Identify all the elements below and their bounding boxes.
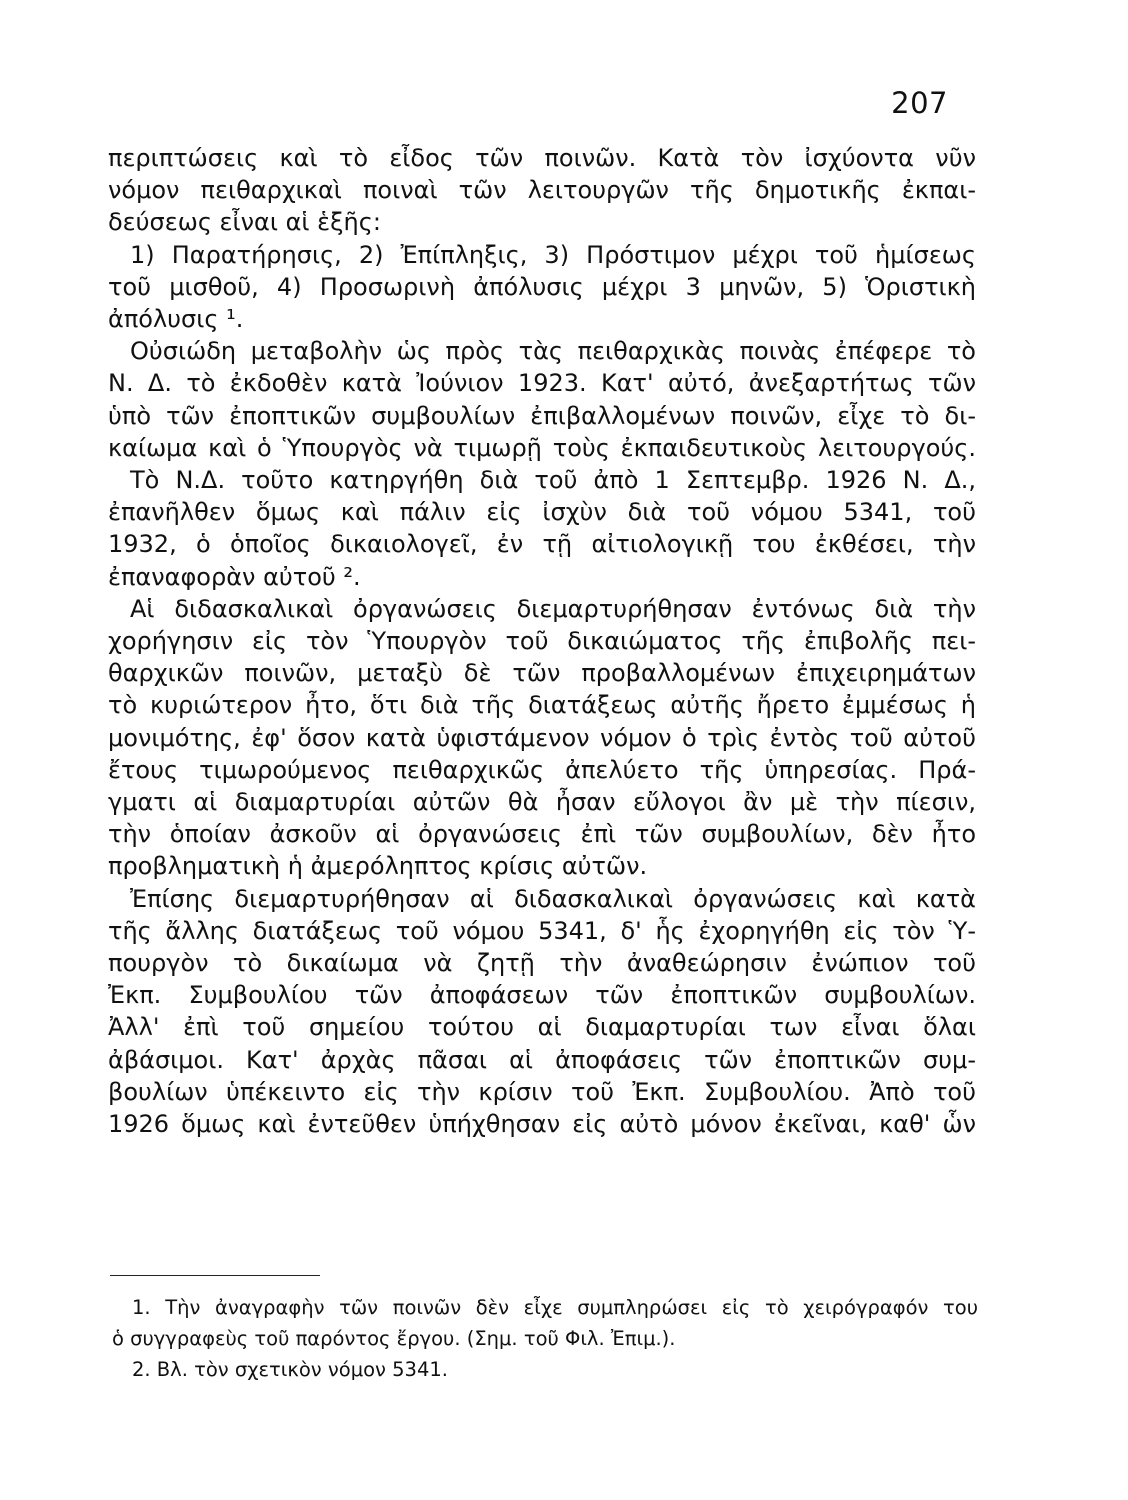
text-line: νόμον πειθαρχικαὶ ποιναὶ τῶν λειτουργῶν τῆς δημοτικῆς ἐκπαι-	[108, 176, 976, 205]
text-line: μονιμότης, ἐφ' ὅσον κατὰ ὑφιστάμενον νόμον ὁ τρὶς ἐντὸς τοῦ αὐτοῦ	[108, 723, 976, 752]
text-line: Ἐκπ. Συμβουλίου τῶν ἀποφάσεων τῶν ἐποπτικῶν συμβουλίων.	[108, 981, 976, 1010]
text-line: ἀπόλυσις ¹.	[108, 305, 244, 334]
text-line: Αἱ διδασκαλικαὶ ὀργανώσεις διεμαρτυρήθησαν ἐντόνως διὰ τὴν	[130, 594, 976, 623]
text-line: περιπτώσεις καὶ τὸ εἶδος τῶν ποινῶν. Κατὰ τὸν ἰσχύοντα νῦν	[108, 144, 976, 172]
text-line: ἐπαναφορὰν αὐτοῦ ².	[108, 562, 361, 591]
body-text	[108, 142, 976, 1140]
footnote-line: 1. Τὴν ἀναγραφὴν τῶν ποινῶν δὲν εἶχε συμπληρώσει εἰς τὸ χειρόγραφόν του	[132, 1296, 978, 1319]
text-line: 1932, ὁ ὁποῖος δικαιολογεῖ, ἐν τῇ αἰτιολογικῇ του ἐκθέσει, τὴν	[108, 530, 976, 559]
text-line: καίωμα καὶ ὁ Ὑπουργὸς νὰ τιμωρῇ τοὺς ἐκπαιδευτικοὺς λειτουργούς.	[108, 433, 976, 462]
page-number: 207	[891, 86, 948, 120]
text-line: τὸ κυριώτερον ἦτο, ὅτι διὰ τῆς διατάξεως αὐτῆς ἤρετο ἐμμέσως ἡ	[108, 691, 976, 720]
text-line: 1926 ὅμως καὶ ἐντεῦθεν ὑπήχθησαν εἰς αὐτὸ μόνον ἐκεῖναι, καθ' ὧν	[108, 1110, 976, 1139]
text-line: Ν. Δ. τὸ ἐκδοθὲν κατὰ Ἰούνιον 1923. Κατ' αὐτό, ἀνεξαρτήτως τῶν	[108, 369, 976, 398]
text-line: βουλίων ὑπέκειντο εἰς τὴν κρίσιν τοῦ Ἐκπ. Συμβουλίου. Ἀπὸ τοῦ	[108, 1077, 976, 1106]
text-line: προβληματικὴ ἡ ἀμερόληπτος κρίσις αὐτῶν.	[108, 852, 648, 881]
text-line: ὑπὸ τῶν ἐποπτικῶν συμβουλίων ἐπιβαλλομένων ποινῶν, εἶχε τὸ δι-	[108, 401, 976, 430]
footnote-line: ὁ συγγραφεὺς τοῦ παρόντος ἔργου. (Σημ. τοῦ Φιλ. Ἐπιμ.).	[112, 1327, 676, 1350]
text-line: Ἐπίσης διεμαρτυρήθησαν αἱ διδασκαλικαὶ ὀργανώσεις καὶ κατὰ	[130, 884, 976, 913]
text-line: Τὸ Ν.Δ. τοῦτο κατηργήθη διὰ τοῦ ἀπὸ 1 Σεπτεμβρ. 1926 Ν. Δ.,	[130, 466, 976, 495]
text-line: γματι αἱ διαμαρτυρίαι αὐτῶν θὰ ἦσαν εὔλογοι ἂν μὲ τὴν πίεσιν,	[108, 788, 976, 817]
text-line: ἐπανῆλθεν ὅμως καὶ πάλιν εἰς ἰσχὺν διὰ τοῦ νόμου 5341, τοῦ	[108, 498, 976, 527]
text-line: ἀβάσιμοι. Κατ' ἀρχὰς πᾶσαι αἱ ἀποφάσεις τῶν ἐποπτικῶν συμ-	[108, 1045, 976, 1074]
text-line: τοῦ μισθοῦ, 4) Προσωρινὴ ἀπόλυσις μέχρι 3 μηνῶν, 5) Ὁριστικὴ	[108, 272, 976, 301]
text-line: Οὐσιώδη μεταβολὴν ὡς πρὸς τὰς πειθαρχικὰς ποινὰς ἐπέφερε τὸ	[130, 337, 976, 366]
text-line: Ἀλλ' ἐπὶ τοῦ σημείου τούτου αἱ διαμαρτυρίαι των εἶναι ὅλαι	[108, 1013, 976, 1042]
text-line: δεύσεως εἶναι αἱ ἑξῆς:	[108, 208, 381, 237]
text-line: 1) Παρατήρησις, 2) Ἐπίπληξις, 3) Πρόστιμον μέχρι τοῦ ἡμίσεως	[130, 240, 976, 269]
text-line: ἔτους τιμωρούμενος πειθαρχικῶς ἀπελύετο τῆς ὑπηρεσίας. Πρά-	[108, 755, 976, 784]
footnote-divider	[110, 1275, 320, 1276]
footnotes	[112, 1292, 978, 1385]
footnote-line: 2. Βλ. τὸν σχετικὸν νόμον 5341.	[132, 1358, 448, 1381]
text-line: τὴν ὁποίαν ἀσκοῦν αἱ ὀργανώσεις ἐπὶ τῶν συμβουλίων, δὲν ἦτο	[108, 820, 976, 849]
text-line: χορήγησιν εἰς τὸν Ὑπουργὸν τοῦ δικαιώματος τῆς ἐπιβολῆς πει-	[108, 627, 976, 656]
text-line: πουργὸν τὸ δικαίωμα νὰ ζητῇ τὴν ἀναθεώρησιν ἐνώπιον τοῦ	[108, 949, 976, 978]
text-line: θαρχικῶν ποινῶν, μεταξὺ δὲ τῶν προβαλλομένων ἐπιχειρημάτων	[108, 659, 976, 688]
text-line: τῆς ἄλλης διατάξεως τοῦ νόμου 5341, δ' ἧς ἐχορηγήθη εἰς τὸν Ὑ-	[108, 916, 976, 945]
